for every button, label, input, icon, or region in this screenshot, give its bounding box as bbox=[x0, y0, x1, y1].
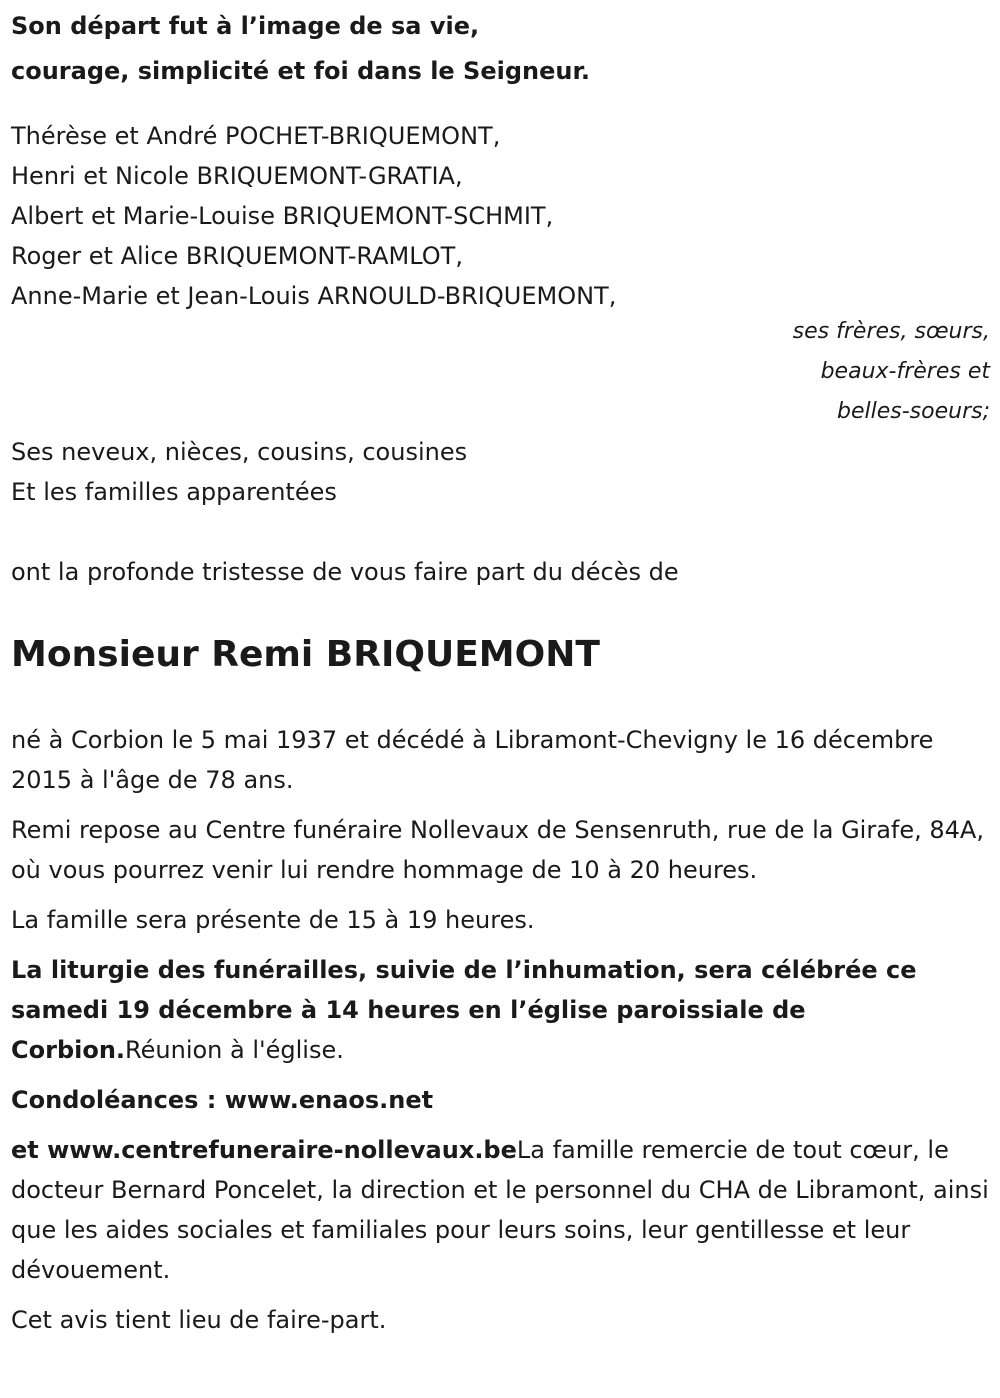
family-line: Henri et Nicole BRIQUEMONT-GRATIA, bbox=[11, 162, 463, 190]
condolences-line: Condoléances : www.enaos.net bbox=[11, 1086, 434, 1114]
details bbox=[11, 720, 990, 1340]
funeral-service-text: La liturgie des funérailles, suivie de l’inhumation, sera célébrée ce samedi 19 décembre à 14 heures en l’église paroissiale de Corbion. bbox=[11, 956, 917, 1064]
birth-death-info: né à Corbion le 5 mai 1937 et décédé à Libramont-Chevigny le 16 décembre 2015 à l'âge de 78 ans. bbox=[11, 726, 934, 794]
condolences-website: et www.centrefuneraire-nollevaux.be bbox=[11, 1136, 517, 1164]
epigraph-line-1: Son départ fut à l’image de sa vie, bbox=[11, 12, 480, 40]
funeral-info bbox=[11, 950, 990, 1070]
family-line: Albert et Marie-Louise BRIQUEMONT-SCHMIT, bbox=[11, 202, 554, 230]
epigraph-line-2: courage, simplicité et foi dans le Seigneur. bbox=[11, 57, 590, 85]
closing-note: Cet avis tient lieu de faire-part. bbox=[11, 1306, 387, 1334]
family-line: Thérèse et André POCHET-BRIQUEMONT, bbox=[11, 122, 501, 150]
announcement: ont la profonde tristesse de vous faire part du décès de bbox=[11, 558, 679, 586]
family-presence-info: La famille sera présente de 15 à 19 heures. bbox=[11, 906, 535, 934]
rest-location-info: Remi repose au Centre funéraire Nollevaux de Sensenruth, rue de la Girafe, 84A, où vous pourrez venir lui rendre hommage de 10 à 20 heures. bbox=[11, 816, 984, 884]
funeral-meeting-text: Réunion à l'église. bbox=[125, 1036, 344, 1064]
family-other-line: Et les familles apparentées bbox=[11, 478, 337, 506]
deceased-name: Monsieur Remi BRIQUEMONT bbox=[11, 634, 600, 675]
relation-line: belles-soeurs; bbox=[837, 399, 990, 424]
epigraph bbox=[11, 0, 990, 96]
family-line: Anne-Marie et Jean-Louis ARNOULD-BRIQUEMONT, bbox=[11, 282, 617, 310]
family-siblings-list bbox=[11, 116, 990, 316]
thanks-text: La famille remercie de tout cœur, le docteur Bernard Poncelet, la direction et le personnel du CHA de Libramont, ainsi que les aides sociales et familiales pour leurs soins, leur gentillesse et leur dévouement. bbox=[11, 1136, 989, 1284]
relation-note bbox=[11, 312, 990, 432]
thanks-paragraph bbox=[11, 1130, 990, 1290]
relation-line: ses frères, sœurs, bbox=[792, 319, 990, 344]
family-line: Roger et Alice BRIQUEMONT-RAMLOT, bbox=[11, 242, 463, 270]
relation-line: beaux-frères et bbox=[820, 359, 990, 384]
family-other-line: Ses neveux, nièces, cousins, cousines bbox=[11, 438, 468, 466]
family-others bbox=[11, 432, 990, 512]
